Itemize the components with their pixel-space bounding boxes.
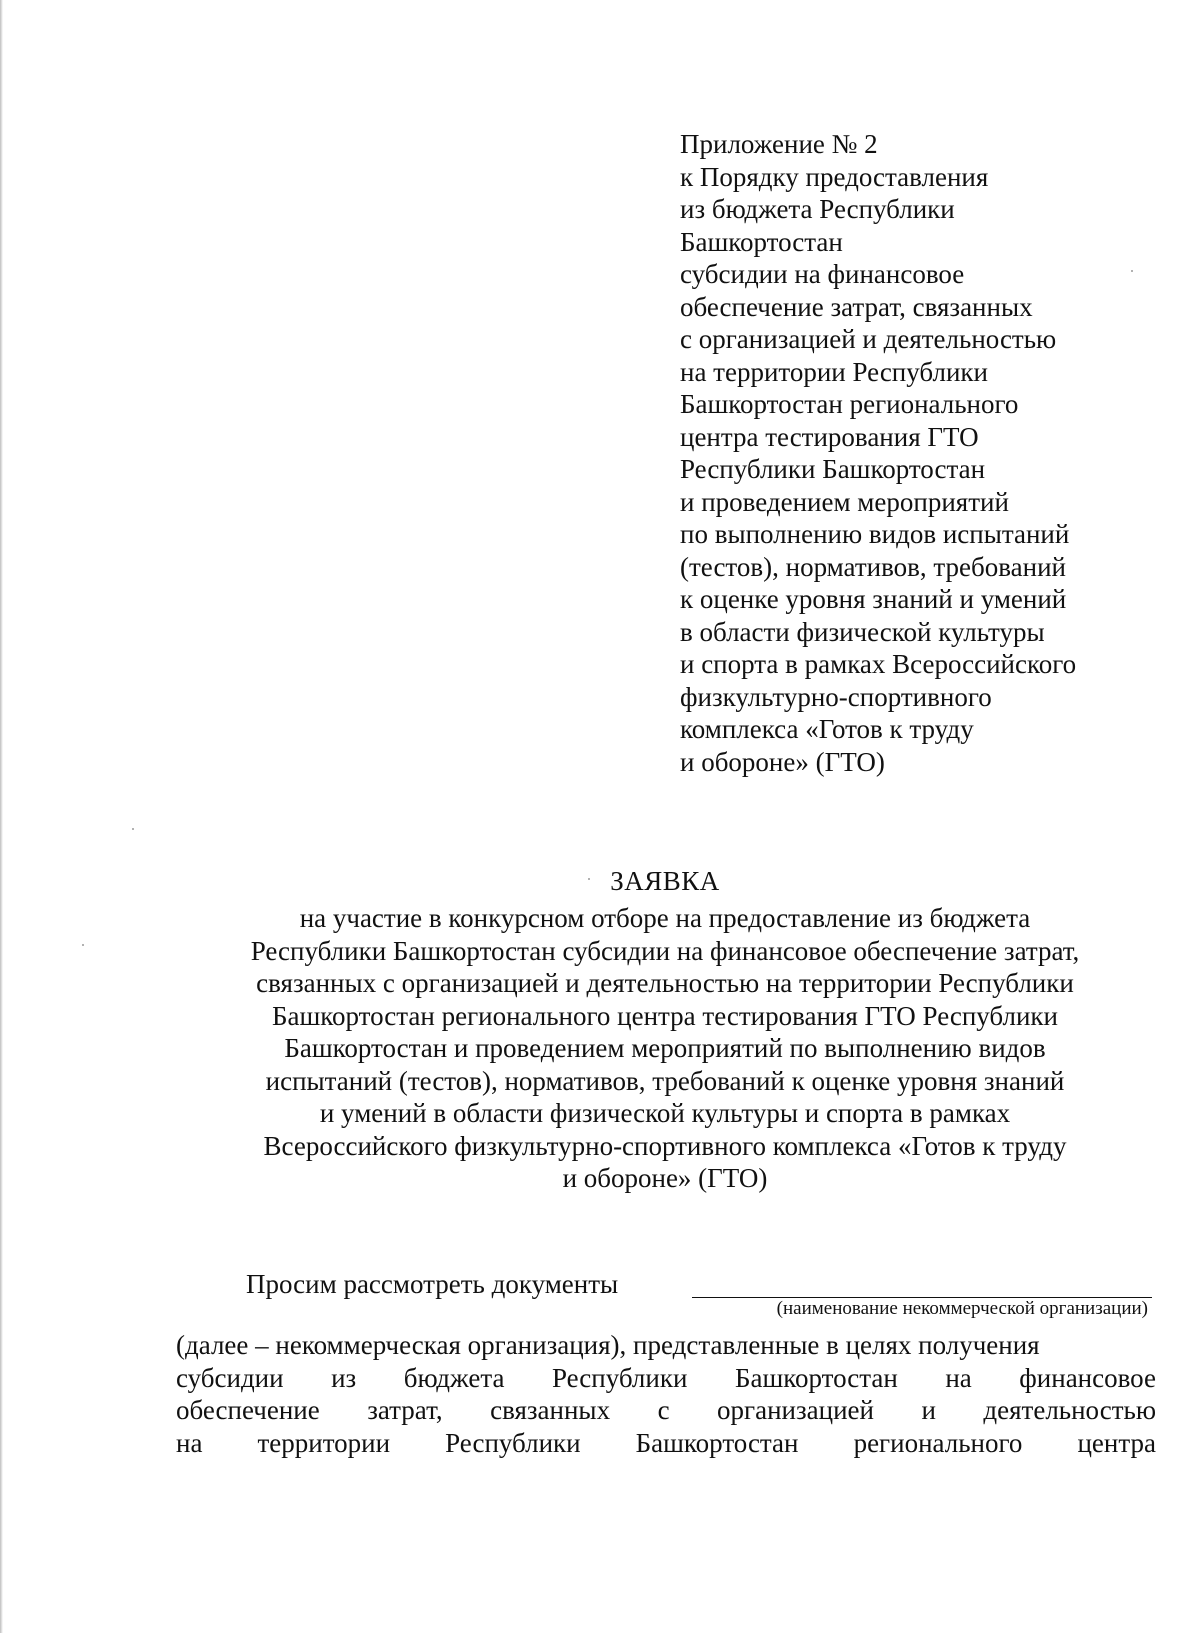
body-word: затрат, [367,1395,443,1425]
appendix-line: и спорта в рамках Всероссийского [680,649,1077,679]
document-title: ЗАЯВКА [610,866,720,896]
organization-name-caption: (наименование некоммерческой организации) [776,1298,1148,1319]
body-word: Башкортостан [734,1362,898,1393]
body-word: и [921,1395,936,1425]
request-lead-text: Просим рассмотреть документы [246,1269,619,1299]
body-line: (далее – некоммерческая организация), представленные в целях получения [176,1330,1040,1360]
body-word: обеспечение [176,1395,320,1425]
body-line [176,1394,1156,1427]
body-word: территории [257,1427,391,1458]
body-line [176,1427,1156,1460]
appendix-line: к оценке уровня знаний и умений [680,584,1067,614]
body-word: регионального [853,1427,1023,1458]
body-word: связанных [490,1395,611,1425]
scan-speck [82,944,84,946]
body-word: Башкортостан [635,1427,799,1458]
subtitle-line: Всероссийского физкультурно-спортивного комплекса «Готов к труду [263,1130,1067,1161]
appendix-line: на территории Республики [680,356,988,387]
subtitle-line: Башкортостан регионального центра тестирования ГТО Республики [272,1000,1058,1031]
appendix-line: Башкортостан регионального [680,389,1019,419]
scan-speck [1131,270,1133,272]
scan-speck [588,878,590,880]
appendix-line: и обороне» (ГТО) [680,746,885,777]
subtitle-line: Республики Башкортостан субсидии на финансовое обеспечение затрат, [250,935,1080,966]
appendix-line: субсидии на финансовое [680,259,965,289]
body-word: с [657,1395,670,1425]
appendix-line: центра тестирования ГТО [680,421,979,452]
appendix-line: Приложение № 2 [680,129,878,159]
body-word: организацией [717,1395,874,1425]
subtitle-line: и умений в области физической культуры и спорта в рамках [319,1098,1011,1128]
body-word: деятельностью [983,1395,1156,1425]
body-word: из [331,1362,357,1393]
body-word: субсидии [176,1362,284,1393]
body-word: на [945,1362,972,1393]
body-word: центра [1077,1427,1156,1458]
appendix-line: обеспечение затрат, связанных [680,291,1033,322]
appendix-line: комплекса «Готов к труду [680,714,974,744]
subtitle-line: и обороне» (ГТО) [562,1163,768,1193]
subtitle-line: на участие в конкурсном отборе на предоставление из бюджета [299,903,1031,933]
body-line [176,1362,1156,1395]
scan-speck [132,828,134,830]
appendix-line: (тестов), нормативов, требований [680,551,1066,582]
subtitle-line: связанных с организацией и деятельностью на территории Республики [256,968,1074,998]
body-paragraph [176,1329,1156,1459]
appendix-line: Республики Башкортостан [680,454,986,484]
document-subtitle [150,902,1180,1195]
appendix-line: Башкортостан [680,226,843,257]
appendix-line: к Порядку предоставления [680,161,989,192]
scan-edge [0,0,3,1633]
appendix-line: и проведением мероприятий [680,486,1009,517]
appendix-line: по выполнению видов испытаний [680,519,1070,549]
appendix-line: с организацией и деятельностью [680,324,1057,354]
body-word: Республики [551,1362,688,1393]
appendix-line: из бюджета Республики [680,194,955,224]
appendix-line: физкультурно-спортивного [680,681,992,712]
body-word: Республики [445,1427,581,1458]
appendix-block [680,128,1140,778]
subtitle-line: испытаний (тестов), нормативов, требований к оценке уровня знаний [265,1065,1065,1096]
subtitle-line: Башкортостан и проведением мероприятий по выполнению видов [284,1033,1046,1063]
body-word: финансовое [1019,1362,1156,1393]
body-word: бюджета [403,1362,505,1393]
body-word: на [176,1427,203,1458]
appendix-line: в области физической культуры [680,616,1045,647]
